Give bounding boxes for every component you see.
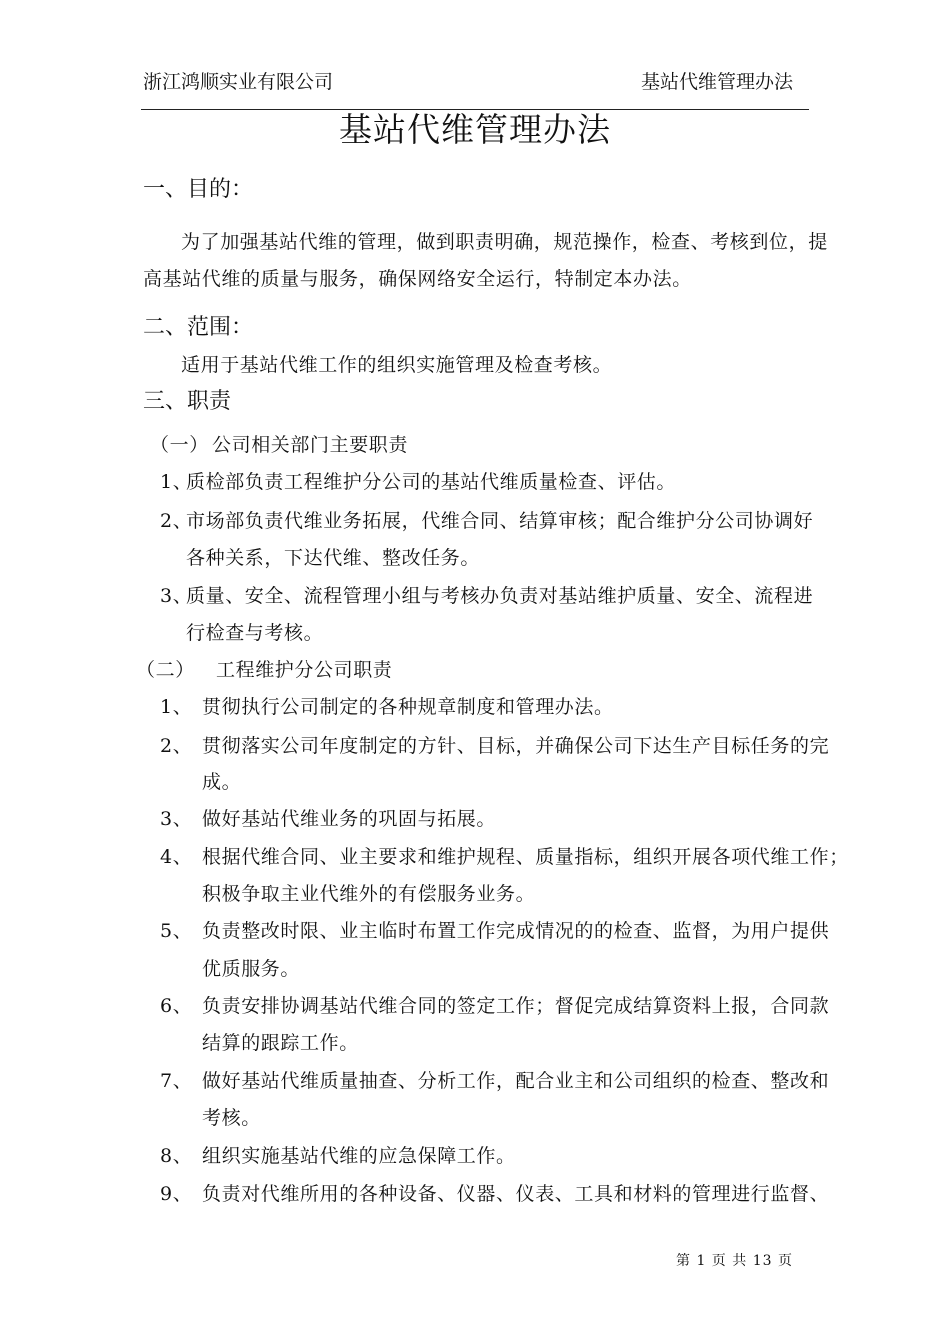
sub2-item-number: 8、 [160, 1145, 193, 1167]
sub1-item-number: 3、 [160, 585, 193, 607]
sub2-item-text: 负责整改时限、业主临时布置工作完成情况的的检查、监督，为用户提供 [202, 920, 830, 942]
sub2-item-text: 负责对代维所用的各种设备、仪器、仪表、工具和材料的管理进行监督、 [202, 1183, 830, 1205]
sub1-heading: 公司相关部门主要职责 [212, 434, 409, 456]
sub1-item-number: 1、 [160, 471, 193, 493]
sub2-item-text: 做好基站代维质量抽查、分析工作，配合业主和公司组织的检查、整改和 [202, 1070, 830, 1092]
section2-paragraph: 适用于基站代维工作的组织实施管理及检查考核。 [181, 354, 613, 376]
document-title: 基站代维管理办法 [339, 110, 611, 149]
sub2-item-text-continued: 考核。 [202, 1107, 261, 1129]
sub2-item-text-continued: 优质服务。 [202, 958, 301, 980]
sub2-item-number: 2、 [160, 735, 193, 757]
sub2-item-text: 贯彻落实公司年度制定的方针、目标，并确保公司下达生产目标任务的完 [202, 735, 830, 757]
sub1-item-text: 质检部负责工程维护分公司的基站代维质量检查、评估。 [186, 471, 677, 493]
header-company: 浙江鸿顺实业有限公司 [143, 71, 334, 93]
sub2-item-text: 根据代维合同、业主要求和维护规程、质量指标，组织开展各项代维工作； [202, 846, 849, 868]
sub2-heading: 工程维护分公司职责 [216, 659, 393, 681]
sub2-item-number: 9、 [160, 1183, 193, 1205]
sub2-item-text: 做好基站代维业务的巩固与拓展。 [202, 808, 497, 830]
sub2-item-number: 1、 [160, 696, 193, 718]
page-number: 第 1 页 共 13 页 [676, 1253, 793, 1269]
sub2-item-number: 7、 [160, 1070, 193, 1092]
sub2-item-number: 4、 [160, 846, 193, 868]
sub1-item-text: 市场部负责代维业务拓展，代维合同、结算审核；配合维护分公司协调好 [186, 510, 814, 532]
sub1-item-text-continued: 各种关系，下达代维、整改任务。 [186, 547, 481, 569]
sub2-number: （二） [136, 659, 195, 681]
section1-paragraph-line1: 为了加强基站代维的管理，做到职责明确，规范操作，检查、考核到位，提 [181, 231, 828, 253]
sub2-item-text-continued: 积极争取主业代维外的有偿服务业务。 [202, 883, 536, 905]
section3-heading: 三、职责 [143, 389, 232, 414]
sub1-item-text: 质量、安全、流程管理小组与考核办负责对基站维护质量、安全、流程进 [186, 585, 814, 607]
sub2-item-text-continued: 结算的跟踪工作。 [202, 1032, 359, 1054]
section2-heading: 二、范围： [143, 315, 254, 340]
sub1-number: （一） [150, 434, 209, 456]
header-doc-name: 基站代维管理办法 [641, 71, 794, 93]
sub2-item-text: 贯彻执行公司制定的各种规章制度和管理办法。 [202, 696, 614, 718]
sub2-item-number: 6、 [160, 995, 193, 1017]
section1-paragraph-line2: 高基站代维的质量与服务，确保网络安全运行，特制定本办法。 [143, 268, 692, 290]
sub2-item-text: 负责安排协调基站代维合同的签定工作；督促完成结算资料上报，合同款 [202, 995, 830, 1017]
section1-heading: 一、目的： [143, 177, 254, 202]
sub1-item-text-continued: 行检查与考核。 [186, 622, 324, 644]
sub1-item-number: 2、 [160, 510, 193, 532]
sub2-item-text-continued: 成。 [202, 771, 242, 793]
sub2-item-number: 3、 [160, 808, 193, 830]
sub2-item-text: 组织实施基站代维的应急保障工作。 [202, 1145, 516, 1167]
sub2-item-number: 5、 [160, 920, 193, 942]
